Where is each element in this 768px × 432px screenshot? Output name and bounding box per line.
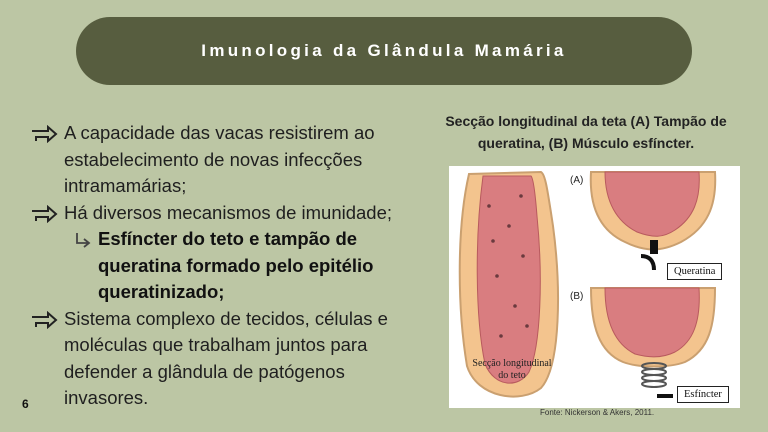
arrow-bullet-icon [30,125,58,143]
figure-caption: Secção longitudinal da teta (A) Tampão de queratina, (B) Músculo esfíncter. [445,113,727,151]
arrow-bullet-icon [30,205,58,223]
sub-bullet-text: Esfíncter do teto e tampão de queratina formado pelo epitélio queratinizado; [98,228,374,302]
slide-title: Imunologia da Glândula Mamária [201,41,567,60]
title-banner [76,17,692,85]
bullet-list [30,120,410,412]
page-number: 6 [22,397,29,411]
arrow-bullet-icon [30,311,58,329]
bullet-item [30,120,410,200]
bullet-item [30,306,410,412]
bullet-text: A capacidade das vacas resistirem ao estabelecimento de novas infecções intramamárias; [64,122,375,196]
teat-section-figure [449,166,740,408]
queratina-label: Queratina [667,263,722,280]
bullet-text: Sistema complexo de tecidos, células e moléculas que trabalham juntos para defender a glândula de patógenos invasores. [64,307,388,408]
sub-bullet-item [30,226,410,306]
label-a: (A) [570,175,584,186]
figure-source: Fonte: Nickerson & Akers, 2011. [540,408,655,417]
curved-arrow-icon [74,231,94,251]
teat-caption [457,358,567,382]
teat-caption-line-1: Secção longitudinal [472,358,552,369]
esfincter-label: Esfíncter [677,386,729,403]
teat-caption-line-2: do teto [498,370,526,381]
bullet-item [30,200,410,227]
label-b: (B) [570,291,584,302]
bullet-text: Há diversos mecanismos de imunidade; [64,201,393,223]
